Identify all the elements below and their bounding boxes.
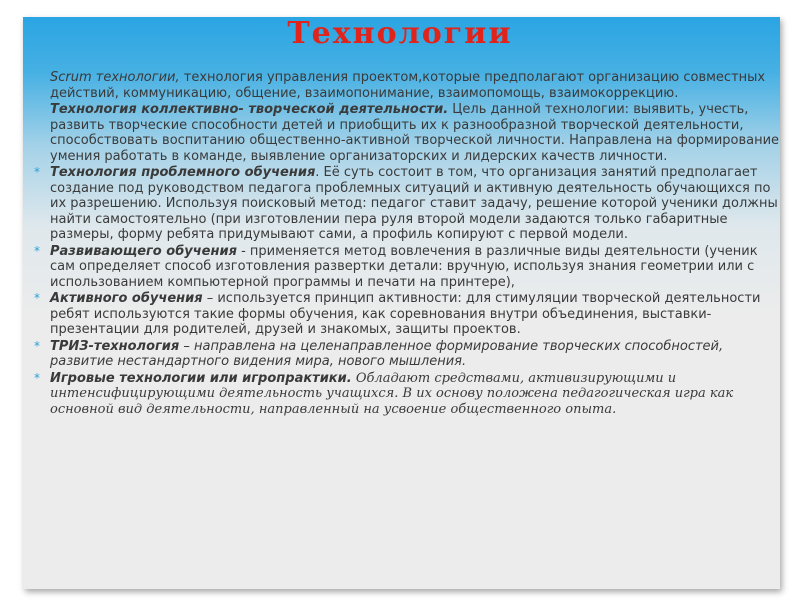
slide-body	[34, 70, 782, 418]
bullet-icon: *	[34, 243, 40, 258]
paragraph-text: Цель данной технологии: выявить, учесть, развить творческие способности детей и приобщить их к разнообразной творческой деятельности, способствовать воспитанию общественно-активной творческой личности. Направлена на формирование умения работать в команде, выявление организаторских и лидерских качеств личности.	[50, 102, 780, 164]
bullet-icon: *	[34, 338, 40, 353]
paragraph-games	[34, 371, 782, 418]
paragraph-lead: Технология проблемного обучения	[50, 165, 316, 180]
paragraph-collective	[34, 102, 782, 164]
paragraph-lead: Технология коллективно- творческой деятельности.	[50, 102, 449, 117]
paragraph-text: - применяется метод вовлечения в различные виды деятельности (ученик сам определяет способ изготовления развертки детали: вручную, используя знания геометрии или с использованием компьютерной программы и печати на принтере),	[50, 243, 758, 290]
paragraph-text: . Её суть состоит в том, что организация занятий предполагает создание под руководством педагога проблемных ситуаций и активную деятельность обучающихся по их разрешению. Используя поисковый метод: педагог ставит задачу, решение которой ученики должны найти самостоятельно (при изготовлении пера руля второй модели задаются только габаритные размеры, форму ребята придумывают сами, а профиль копируют с первой модели.	[50, 165, 778, 242]
paragraph-lead: Активного обучения	[50, 291, 203, 306]
paragraph-triz	[34, 339, 782, 370]
bullet-icon: *	[34, 165, 40, 179]
paragraph-text: – используется принцип активности: для стимуляции творческой деятельности ребят используются такие формы обучения, как соревнования внутри объединения, выставки-презентации для родителей, друзей и знакомых, защиты проектов.	[50, 291, 761, 337]
paragraph-lead: Развивающего обучения	[50, 243, 237, 259]
paragraph-lead: Scrum технологии,	[50, 70, 180, 85]
paragraph-active	[34, 291, 782, 338]
paragraph-lead: ТРИЗ-технология	[50, 338, 180, 354]
paragraph-lead: Игровые технологии или игропрактики.	[50, 370, 352, 386]
paragraph-problem	[34, 165, 782, 243]
paragraph-developing	[34, 244, 782, 291]
bullet-icon: *	[34, 370, 40, 385]
slide-title: Технологии	[287, 16, 513, 51]
paragraph-text: Обладают средствами, активизирующими и интенсифицирующими деятельность учащихся. В их основу положена педагогическая игра как основной вид деятельности, направленный на усвоение общественного опыта.	[50, 370, 734, 417]
bullet-icon: *	[34, 291, 40, 305]
paragraph-text: технология управления проектом,которые предполагают организацию совместных действий, коммуникацию, общение, взаимопонимание, взаимопомощь, взаимокоррекцию.	[50, 70, 766, 101]
paragraph-scrum	[34, 70, 782, 101]
paragraph-text: – направлена на целенаправленное формирование творческих способностей, развитие нестандартного видения мира, нового мышления.	[50, 338, 724, 369]
